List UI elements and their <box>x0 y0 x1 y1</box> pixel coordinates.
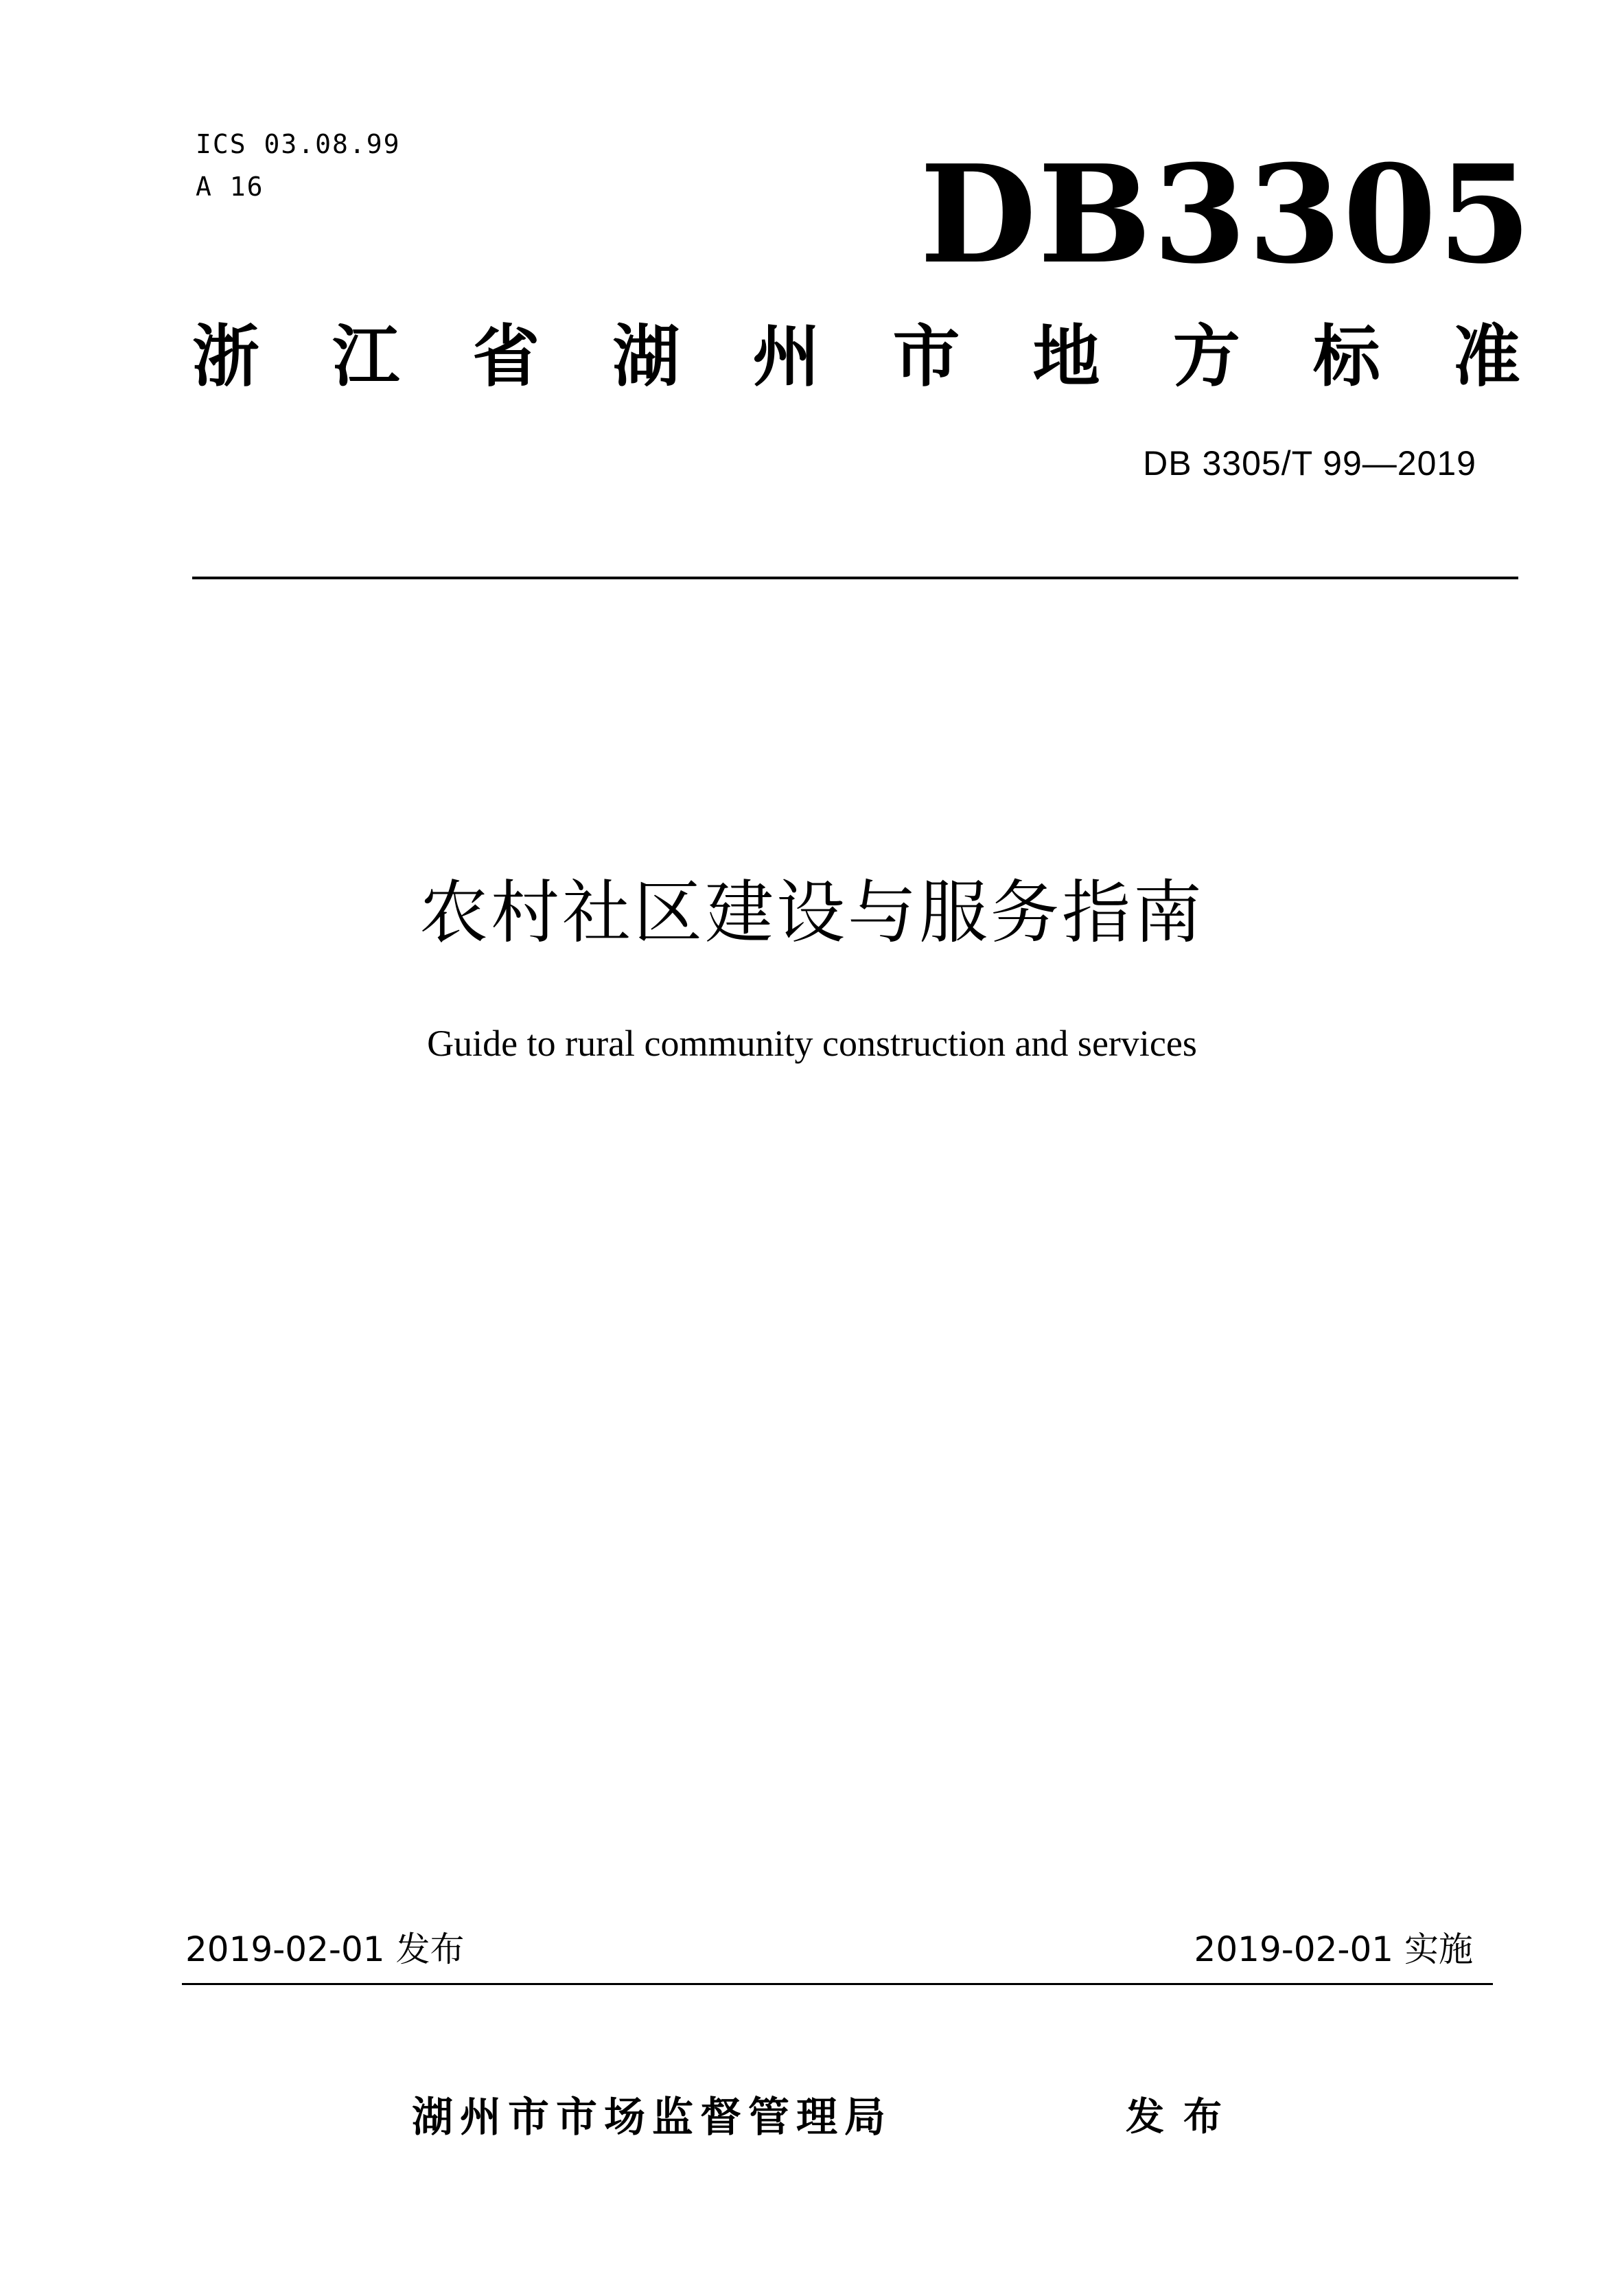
standard-classification <box>192 316 1520 398</box>
issuing-authority: 湖州市市场监督管理局 <box>412 2094 892 2142</box>
standard-number: DB 3305/T 99—2019 <box>1143 444 1476 483</box>
header-divider <box>192 577 1518 579</box>
publish-date: 2019-02-01 发布 <box>185 1929 465 1969</box>
std-class-char: 方 <box>1172 318 1240 396</box>
issue-label: 发布 <box>1126 2095 1241 2140</box>
std-class-char: 地 <box>1032 318 1100 396</box>
document-title-en: Guide to rural community construction and services <box>427 1023 1197 1064</box>
footer-divider <box>182 1983 1493 1985</box>
implement-date: 2019-02-01 实施 <box>1194 1929 1473 1969</box>
std-class-char: 省 <box>472 318 540 396</box>
std-class-char: 准 <box>1452 318 1520 396</box>
classification-codes <box>196 124 401 209</box>
std-class-char: 标 <box>1312 318 1380 396</box>
std-class-char: 江 <box>332 318 400 396</box>
ccs-code: A 16 <box>196 172 264 202</box>
ics-code: ICS 03.08.99 <box>196 129 401 159</box>
std-class-char: 州 <box>752 318 820 396</box>
standard-code-logo: DB3305 <box>920 136 1533 294</box>
std-class-char: 市 <box>892 318 960 396</box>
std-class-char: 湖 <box>612 318 680 396</box>
std-class-char: 浙 <box>192 318 260 396</box>
document-title-cn: 农村社区建设与服务指南 <box>419 872 1205 953</box>
